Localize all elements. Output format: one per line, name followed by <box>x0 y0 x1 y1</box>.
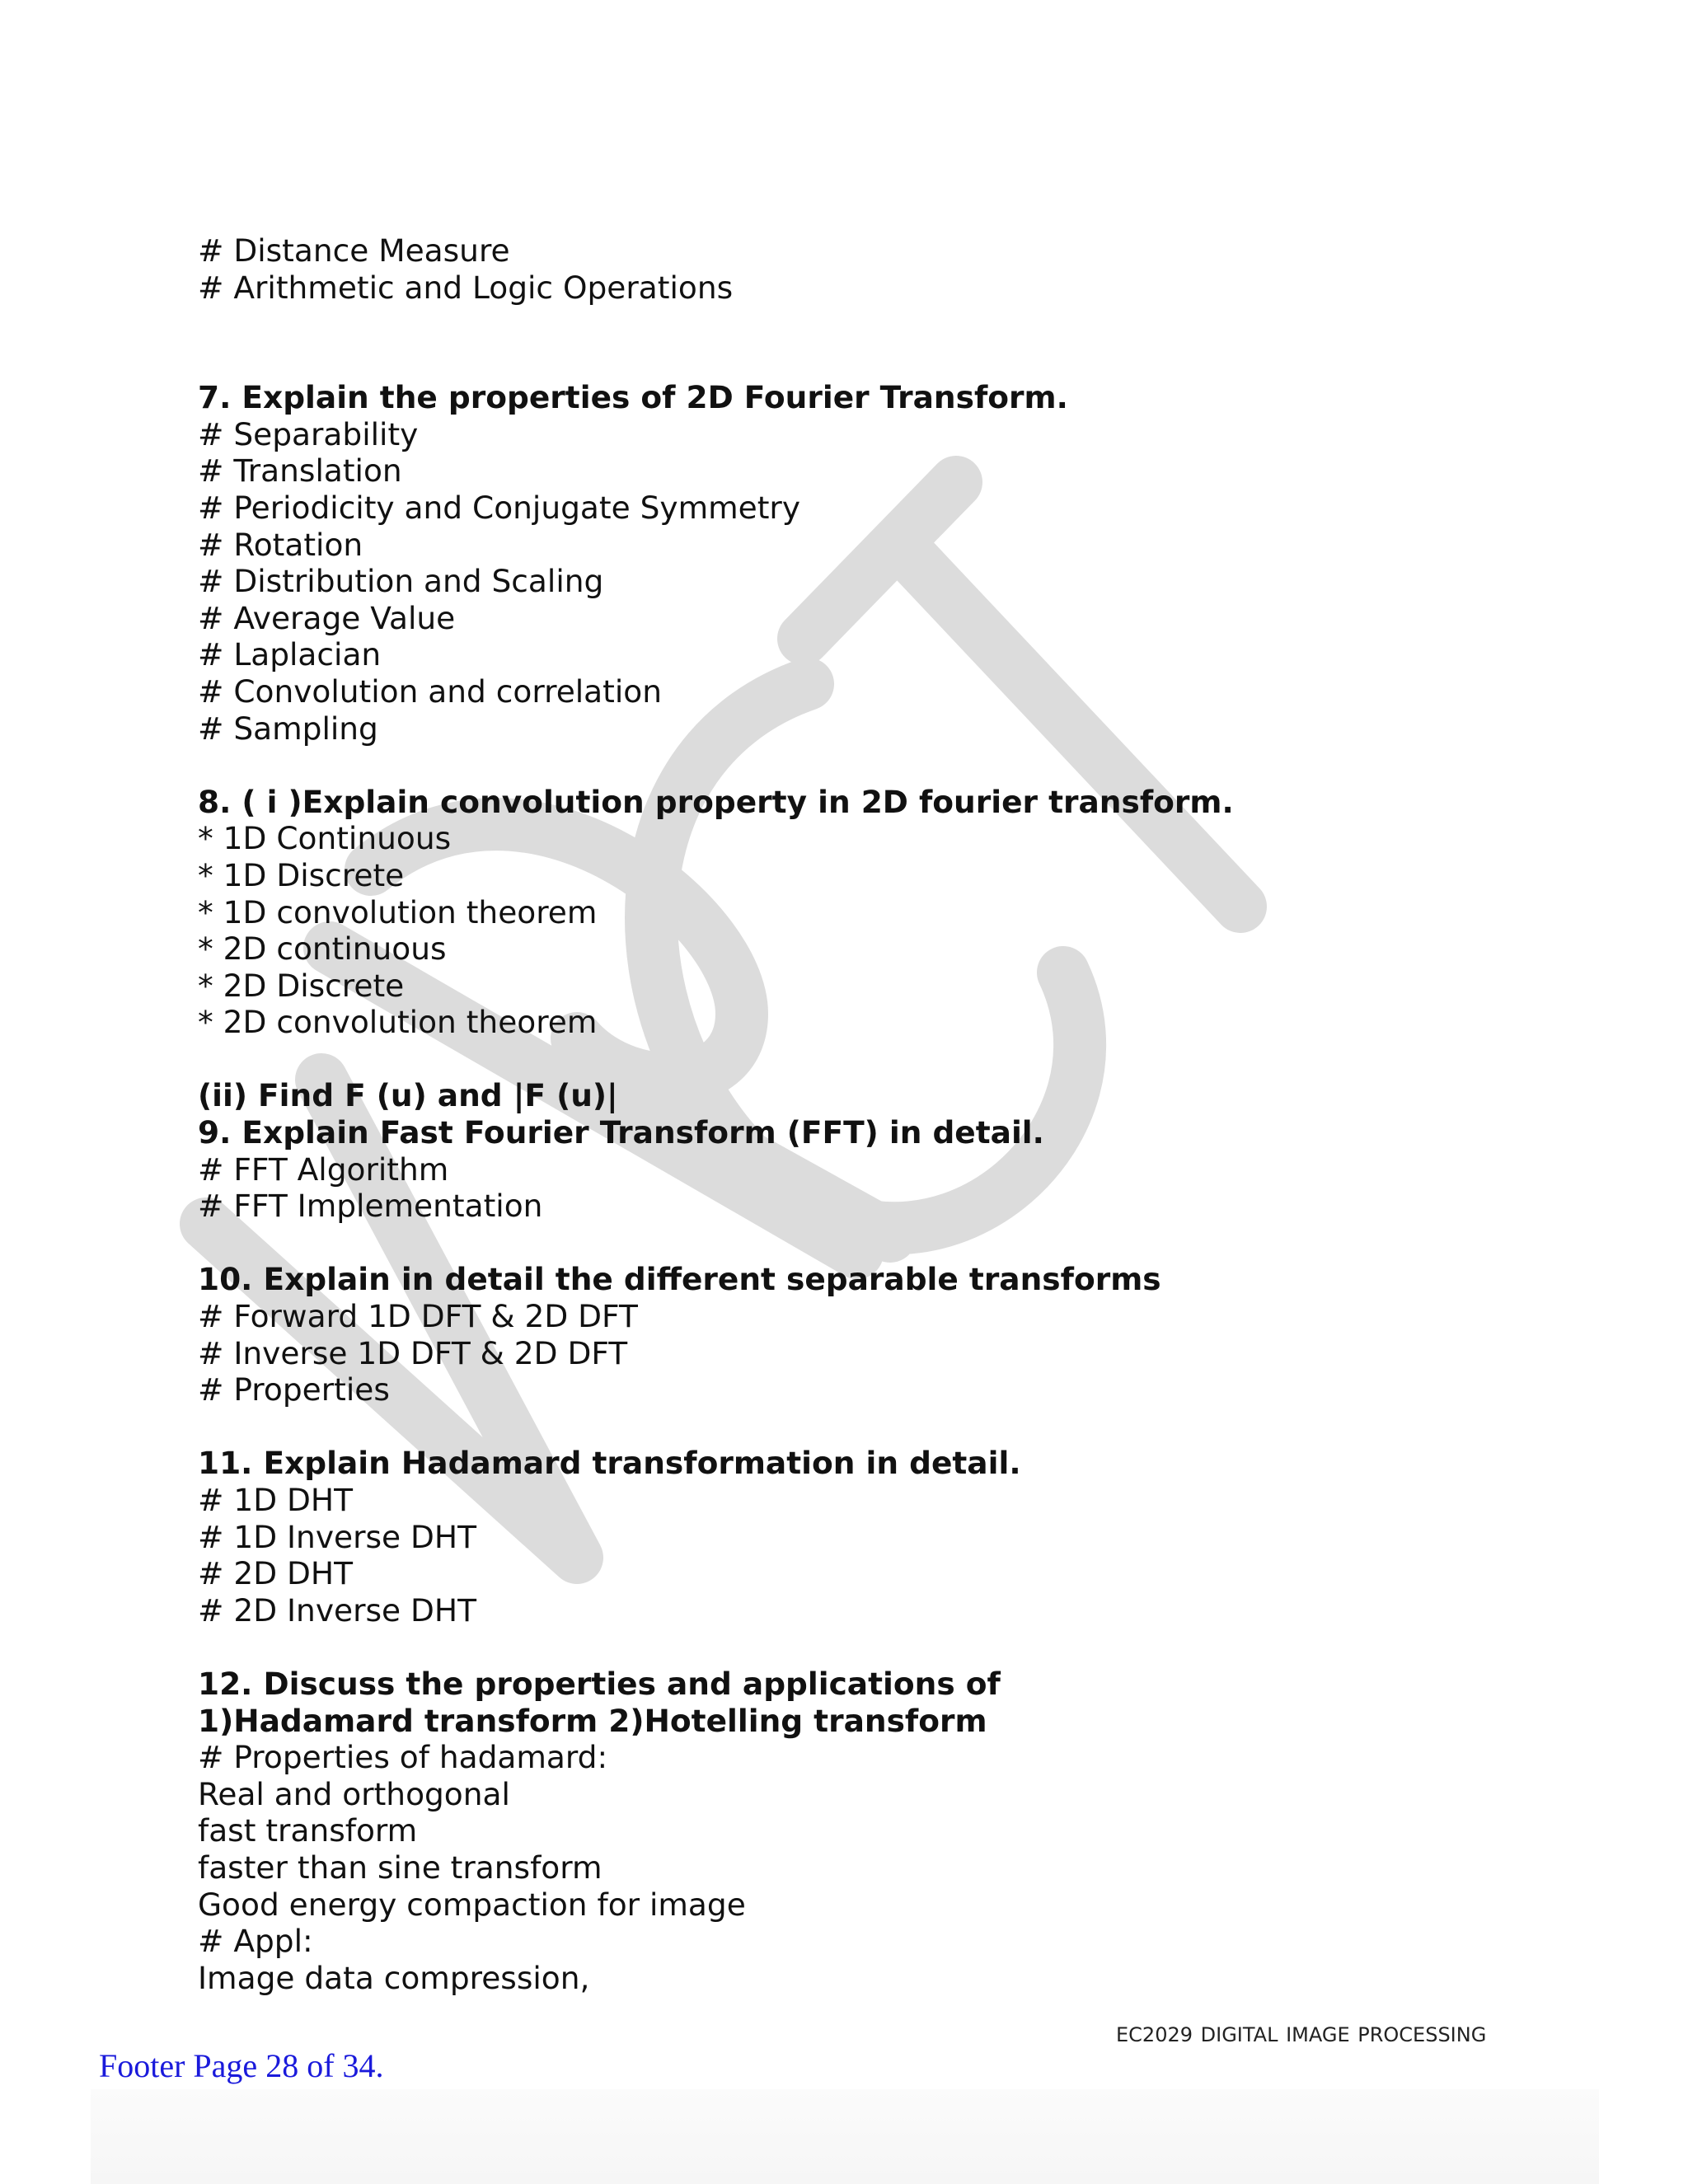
list-item: Image data compression, <box>198 1959 590 1996</box>
list-item: # Properties of hadamard: <box>198 1739 608 1776</box>
line-spacer <box>198 747 1517 784</box>
list-item: # Properties <box>198 1371 390 1408</box>
list-item: faster than sine transform <box>198 1849 603 1886</box>
list-item: # 2D DHT <box>198 1555 353 1592</box>
list-item: # Rotation <box>198 526 363 563</box>
page-footer: Footer Page 28 of 34. <box>99 2047 384 2084</box>
list-item: # Average Value <box>198 599 456 636</box>
question-heading: 12. Discuss the properties and applications of <box>198 1665 1001 1702</box>
list-item: # Distribution and Scaling <box>198 563 604 600</box>
list-item: * 2D Discrete <box>198 967 405 1004</box>
list-item: # Laplacian <box>198 636 382 673</box>
question-heading: 8. ( i )Explain convolution property in 2D fourier transform. <box>198 783 1234 820</box>
list-item: # Sampling <box>198 710 378 747</box>
list-item: # 2D Inverse DHT <box>198 1591 477 1629</box>
question-heading: 10. Explain in detail the different separable transforms <box>198 1261 1161 1298</box>
list-item: # Arithmetic and Logic Operations <box>198 269 734 306</box>
list-item: # Convolution and correlation <box>198 673 662 710</box>
line-spacer <box>198 1629 1517 1666</box>
list-item: # Separability <box>198 415 419 452</box>
line-spacer <box>198 1041 1517 1078</box>
list-item: # Forward 1D DFT & 2D DFT <box>198 1298 638 1335</box>
question-heading: 1)Hadamard transform 2)Hotelling transform <box>198 1702 987 1739</box>
list-item: # 1D DHT <box>198 1482 353 1518</box>
footer-shade <box>91 2089 1599 2184</box>
list-item: * 1D Continuous <box>198 820 452 857</box>
course-header: EC2029 DIGITAL IMAGE PROCESSING <box>1116 2023 1487 2046</box>
list-item: # FFT Implementation <box>198 1188 543 1225</box>
line-spacer <box>198 1408 1517 1446</box>
list-item: Good energy compaction for image <box>198 1886 746 1923</box>
document-body <box>198 232 1517 1996</box>
list-item: # FFT Algorithm <box>198 1151 449 1188</box>
list-item: * 2D convolution theorem <box>198 1004 598 1041</box>
question-heading: (ii) Find F (u) and |F (u)| <box>198 1077 618 1114</box>
list-item: # Translation <box>198 452 402 490</box>
list-item: * 1D Discrete <box>198 856 405 893</box>
list-item: # Inverse 1D DFT & 2D DFT <box>198 1334 628 1371</box>
list-item: # 1D Inverse DHT <box>198 1518 477 1555</box>
question-heading: 7. Explain the properties of 2D Fourier Transform. <box>198 379 1068 416</box>
line-spacer <box>198 1225 1517 1262</box>
list-item: # Appl: <box>198 1923 313 1960</box>
list-item: * 2D continuous <box>198 930 447 968</box>
question-heading: 9. Explain Fast Fourier Transform (FFT) in detail. <box>198 1114 1044 1151</box>
list-item: # Periodicity and Conjugate Symmetry <box>198 489 801 526</box>
question-heading: 11. Explain Hadamard transformation in detail. <box>198 1445 1021 1482</box>
list-item: * 1D convolution theorem <box>198 893 598 930</box>
list-item: Real and orthogonal <box>198 1775 510 1812</box>
list-item: # Distance Measure <box>198 232 510 269</box>
line-spacer <box>198 306 1517 379</box>
list-item: fast transform <box>198 1812 418 1849</box>
